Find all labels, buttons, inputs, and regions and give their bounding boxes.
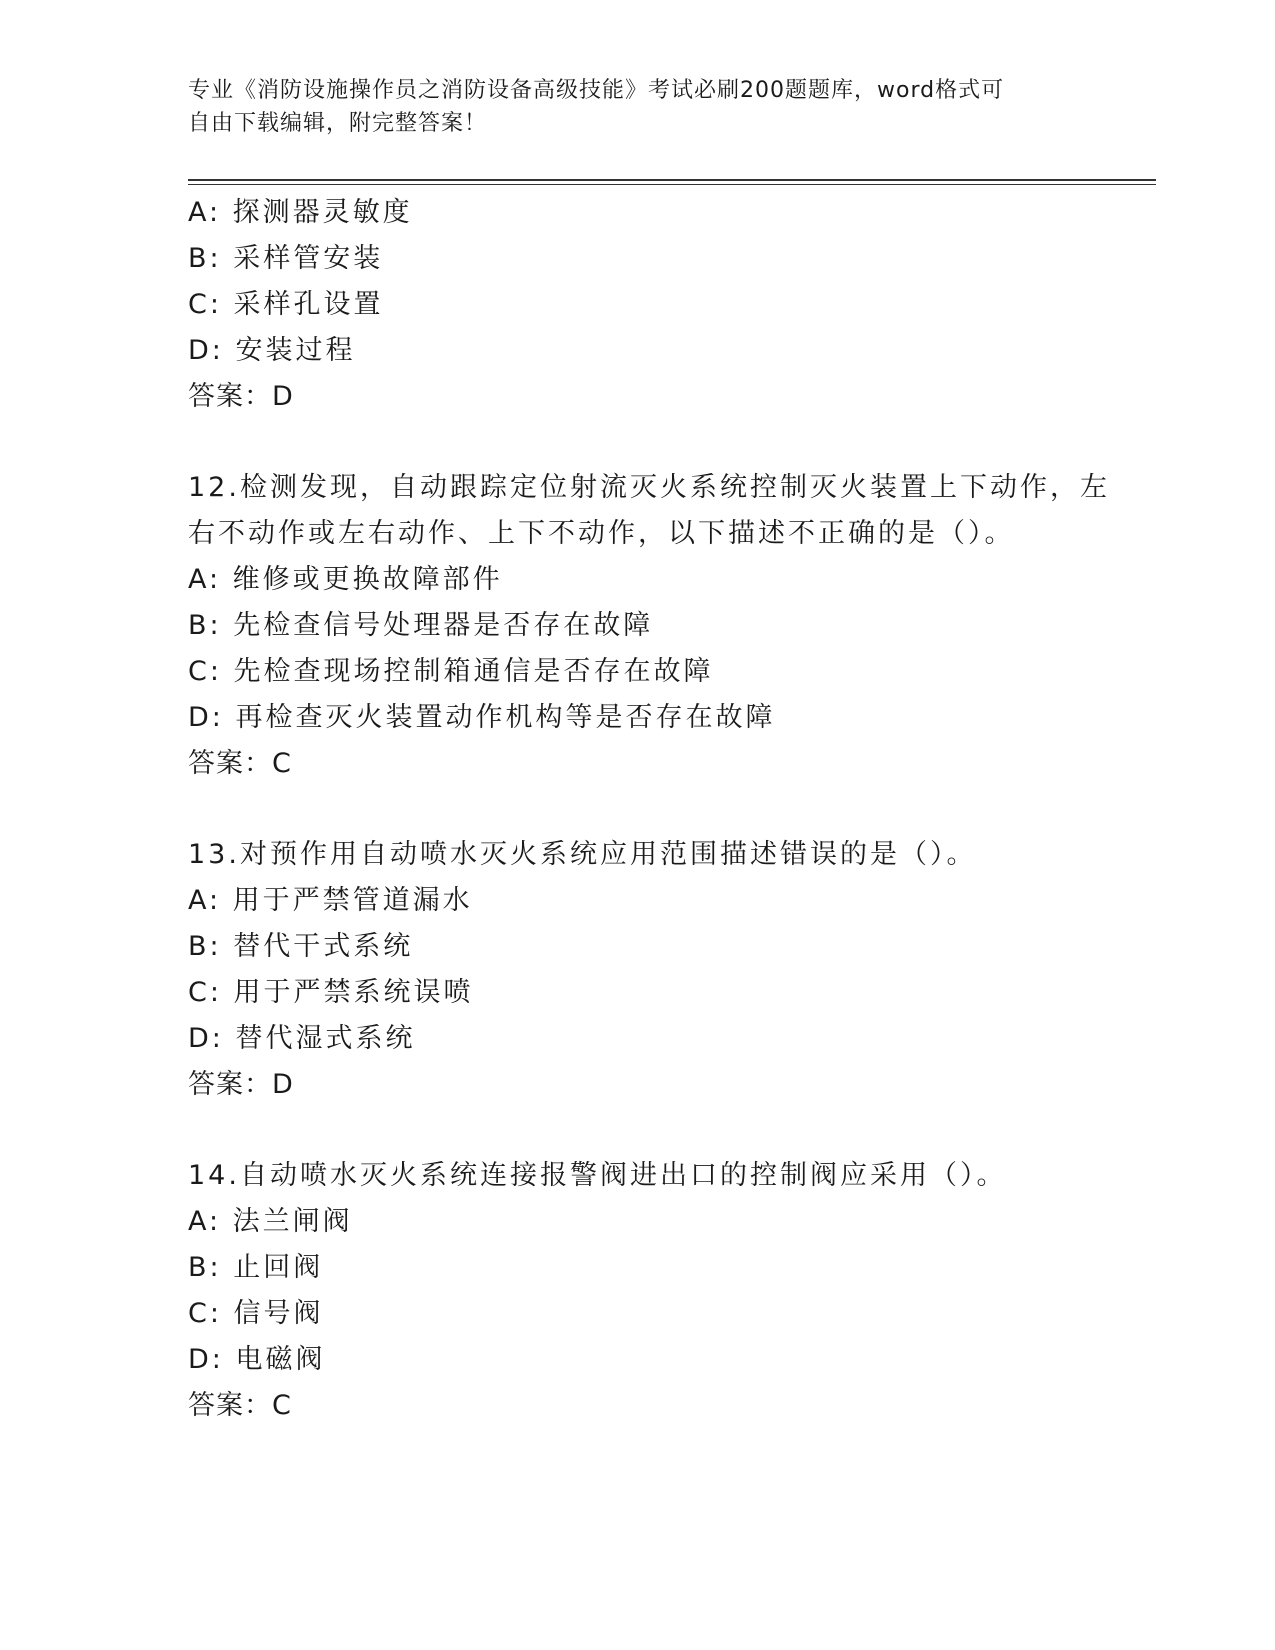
- document-header: [188, 74, 1068, 140]
- question-block-13: [188, 832, 1118, 1108]
- option-d: D: 安装过程: [188, 335, 356, 366]
- option-d: D: 电磁阀: [188, 1344, 326, 1375]
- answer-line: 答案：C: [188, 748, 292, 779]
- option-b: B: 止回阀: [188, 1252, 324, 1283]
- spacer: [188, 1108, 1118, 1153]
- question-title-line: 13.对预作用自动喷水灭火系统应用范围描述错误的是（）。: [188, 839, 977, 870]
- option-a: A: 法兰闸阀: [188, 1206, 353, 1237]
- option-c: C: 信号阀: [188, 1298, 324, 1329]
- option-a: A: 用于严禁管道漏水: [188, 885, 473, 916]
- header-line-2: 自由下载编辑，附完整答案！: [188, 111, 488, 136]
- option-d: D: 替代湿式系统: [188, 1023, 416, 1054]
- option-b: B: 替代干式系统: [188, 931, 414, 962]
- spacer: [188, 787, 1118, 832]
- answer-line: 答案：C: [188, 1390, 292, 1421]
- question-title-line: 12.检测发现，自动跟踪定位射流灭火系统控制灭火装置上下动作，左: [188, 472, 1110, 503]
- document-body: [188, 190, 1118, 1429]
- option-c: C: 先检查现场控制箱通信是否存在故障: [188, 656, 714, 687]
- header-line-1: 专业《消防设施操作员之消防设备高级技能》考试必刷200题题库，word格式可: [188, 78, 1005, 103]
- spacer: [188, 420, 1118, 465]
- option-b: B: 先检查信号处理器是否存在故障: [188, 610, 654, 641]
- question-block-14: [188, 1153, 1118, 1429]
- option-c: C: 采样孔设置: [188, 289, 384, 320]
- question-block-11-partial: [188, 190, 1118, 420]
- header-divider-bottom: [188, 184, 1156, 185]
- option-d: D: 再检查灭火装置动作机构等是否存在故障: [188, 702, 776, 733]
- question-title-line: 右不动作或左右动作、上下不动作，以下描述不正确的是（）。: [188, 518, 1015, 549]
- question-block-12: [188, 465, 1118, 787]
- answer-line: 答案：D: [188, 381, 294, 412]
- option-b: B: 采样管安装: [188, 243, 384, 274]
- option-c: C: 用于严禁系统误喷: [188, 977, 474, 1008]
- question-title-line: 14.自动喷水灭火系统连接报警阀进出口的控制阀应采用（）。: [188, 1160, 1007, 1191]
- option-a: A: 维修或更换故障部件: [188, 564, 503, 595]
- answer-line: 答案：D: [188, 1069, 294, 1100]
- option-a: A: 探测器灵敏度: [188, 197, 413, 228]
- header-divider-top: [188, 179, 1156, 181]
